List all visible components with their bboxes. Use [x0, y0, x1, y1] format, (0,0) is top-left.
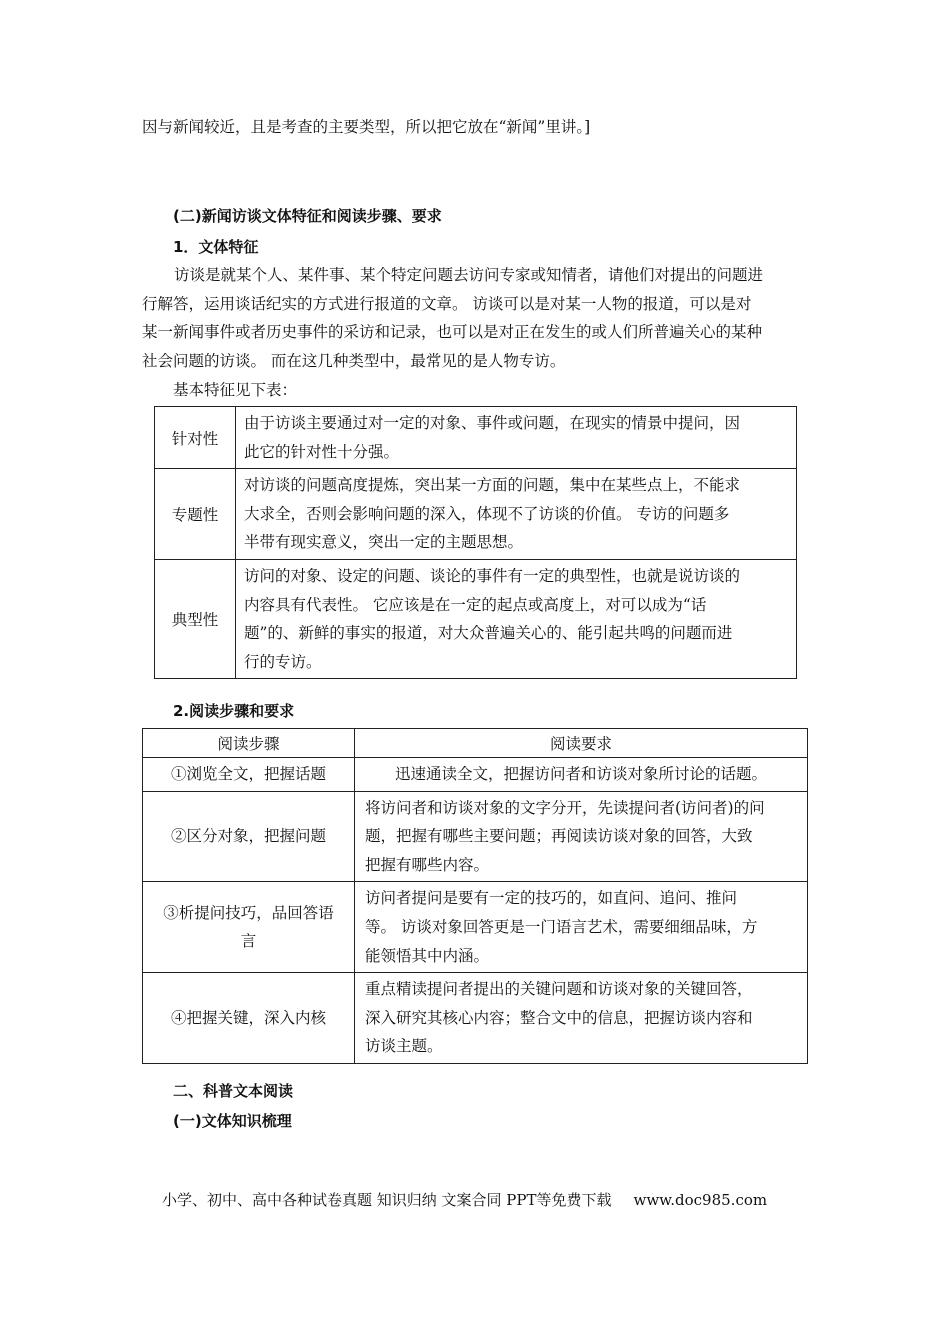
table-row	[155, 469, 797, 560]
step-line: ②区分对象，把握问题	[170, 827, 326, 846]
requirement-line: 能领悟其中内涵。	[365, 946, 490, 965]
feature-name: 针对性	[155, 407, 236, 469]
description-line: 行的专访。	[244, 652, 322, 671]
paragraph-line: 访谈是就某个人、某件事、某个特定问题去访问专家或知情者，请他们对提出的问题进	[174, 266, 764, 284]
requirement-line: 将访问者和访谈对象的文字分开，先读提问者(访问者)的问	[365, 798, 765, 817]
requirement-line: 题，把握有哪些主要问题；再阅读访谈对象的回答，大致	[365, 827, 753, 846]
feature-description	[236, 469, 797, 560]
description-line: 大求全，否则会影响问题的深入，体现不了访谈的价值。 专访的问题多	[244, 504, 730, 523]
step-cell	[143, 973, 355, 1064]
feature-description	[236, 559, 797, 678]
table-intro: 基本特征见下表：	[173, 381, 298, 399]
paragraph-line: 行解答，运用谈话纪实的方式进行报道的文章。 访谈可以是对某一人物的报道，可以是对	[142, 294, 752, 313]
step-line: ③析提问技巧，品回答语	[163, 903, 334, 922]
requirement-cell	[355, 973, 808, 1064]
subheading-genre-features: 1．文体特征	[173, 238, 259, 256]
requirement-cell	[355, 791, 808, 882]
requirement-line: 把握有哪些内容。	[365, 855, 490, 874]
step-line: ④把握关键，深入内核	[170, 1008, 326, 1027]
step-cell	[143, 791, 355, 882]
requirement-line: 迅速通读全文，把握访问者和访谈对象所讨论的话题。	[394, 765, 767, 783]
requirement-cell	[355, 882, 808, 973]
table-header-row	[143, 729, 808, 758]
step-cell	[143, 758, 355, 792]
column-header: 阅读要求	[355, 729, 808, 758]
features-table	[154, 406, 797, 679]
description-line: 半带有现实意义，突出一定的主题思想。	[244, 533, 524, 552]
requirement-cell	[355, 758, 808, 792]
table-row	[143, 973, 808, 1064]
requirement-line: 访问者提问是要有一定的技巧的，如直问、追问、推问	[365, 889, 738, 908]
page-footer	[162, 1189, 767, 1210]
description-line: 题”的、新鲜的事实的报道，对大众普遍关心的、能引起共鸣的问题而进	[244, 624, 733, 643]
feature-name: 专题性	[155, 469, 236, 560]
table-row	[143, 791, 808, 882]
description-line: 对访谈的问题高度提炼，突出某一方面的问题，集中在某些点上，不能求	[244, 476, 741, 495]
table-row	[155, 559, 797, 678]
requirement-line: 等。 访谈对象回答更是一门语言艺术，需要细细品味，方	[365, 917, 758, 936]
paragraph-line: 社会问题的访谈。 而在这几种类型中，最常见的是人物专访。	[142, 351, 566, 370]
subheading-genre-knowledge: (一)文体知识梳理	[173, 1112, 292, 1130]
description-line: 访问的对象、设定的问题、谈论的事件有一定的典型性，也就是说访谈的	[244, 566, 741, 585]
requirement-line: 深入研究其核心内容；整合文中的信息，把握访谈内容和	[365, 1008, 753, 1027]
footer-url[interactable]: www.doc985.com	[633, 1191, 768, 1209]
intro-line: 因与新闻较近，且是考查的主要类型，所以把它放在“新闻”里讲。]	[142, 118, 591, 136]
description-line: 由于访谈主要通过对一定的对象、事件或问题，在现实的情景中提问，因	[244, 414, 741, 432]
feature-description	[236, 407, 797, 469]
paragraph-line: 某一新闻事件或者历史事件的采访和记录，也可以是对正在发生的或人们所普遍关心的某种	[142, 323, 763, 342]
requirement-line: 重点精读提问者提出的关键问题和访谈对象的关键回答，	[365, 980, 753, 999]
table-row	[155, 407, 797, 469]
feature-name: 典型性	[155, 559, 236, 678]
description-line: 内容具有代表性。 它应该是在一定的起点或高度上，对可以成为“话	[244, 595, 707, 614]
step-line: 言	[240, 932, 257, 951]
step-line: ①浏览全文，把握话题	[170, 765, 326, 783]
step-cell	[143, 882, 355, 973]
section-heading-science: 二、科普文本阅读	[173, 1082, 294, 1100]
section-heading-news-interview: (二)新闻访谈文体特征和阅读步骤、要求	[173, 207, 442, 225]
footer-text: 小学、初中、高中各种试卷真题 知识归纳 文案合同 PPT等免费下载	[162, 1191, 612, 1209]
description-line: 此它的针对性十分强。	[244, 442, 400, 461]
table-row	[143, 758, 808, 792]
table-row	[143, 882, 808, 973]
requirement-line: 访谈主题。	[365, 1037, 443, 1056]
column-header: 阅读步骤	[143, 729, 355, 758]
subheading-reading-steps: 2.阅读步骤和要求	[173, 702, 295, 720]
reading-steps-table	[142, 728, 808, 1064]
interview-definition-paragraph	[142, 261, 810, 375]
